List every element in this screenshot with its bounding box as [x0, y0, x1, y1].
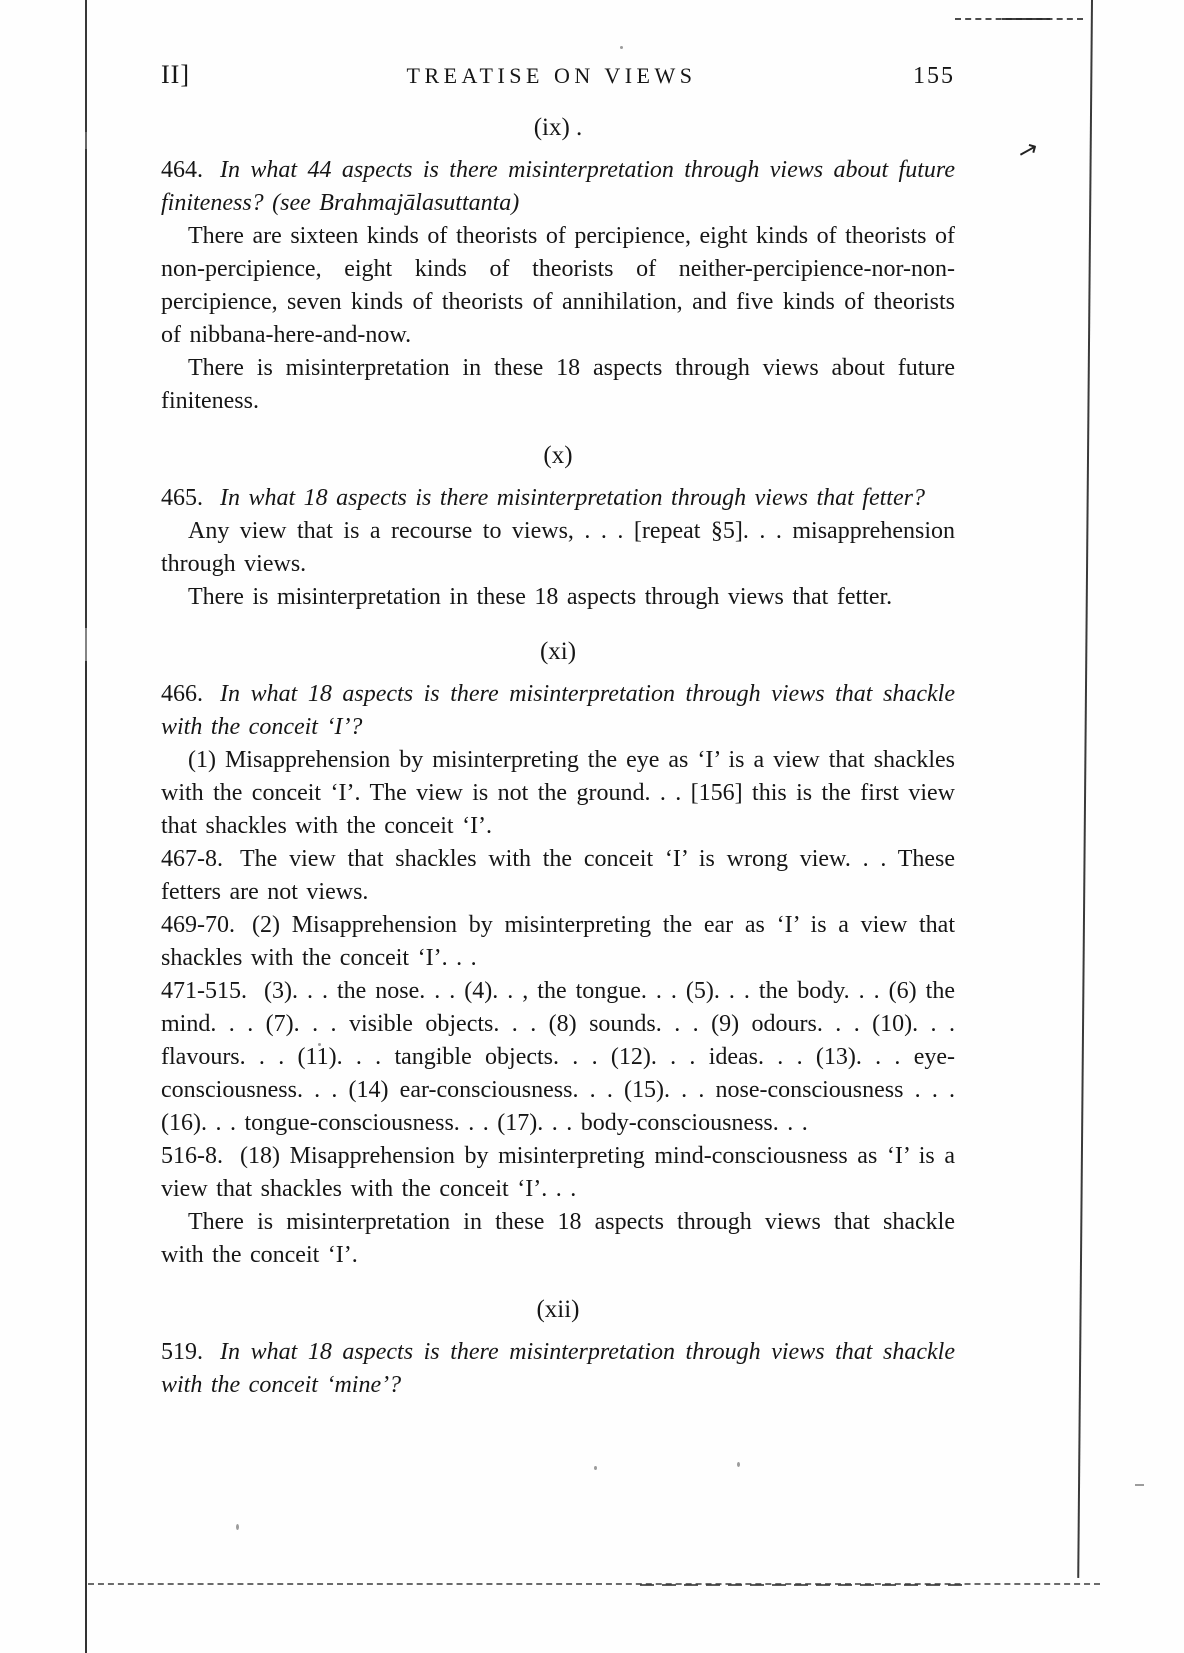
paragraph	[161, 1336, 955, 1402]
page-number: 155	[912, 63, 955, 89]
paragraph-text: In what 18 aspects is there misinterpretation through views that shackle with the conceit ‘I’?	[161, 681, 955, 740]
section-heading: (xi)	[539, 638, 577, 665]
ink-speck	[1135, 1484, 1144, 1486]
section-1	[161, 442, 955, 614]
section-2	[161, 638, 955, 1272]
paragraph-text: There are sixteen kinds of theorists of percipience, eight kinds of theorists of non-percipience, eight kinds of theorists of neither-percipience-nor-non-percipience, seven kinds of theorists of annihilation, and five kinds of theorists of nibbana-here-and-now.	[161, 223, 955, 348]
paragraph-text: There is misinterpretation in these 18 aspects through views that shackle with the conceit ‘I’.	[161, 1209, 955, 1268]
paragraph	[161, 1140, 955, 1206]
handwritten-arrow-mark: ↗	[1014, 133, 1042, 167]
paragraph	[161, 482, 955, 515]
paragraph-text: There is misinterpretation in these 18 aspects through views about future finiteness.	[161, 355, 955, 414]
paragraph-number: 469-70.	[161, 912, 235, 938]
paragraph	[161, 975, 955, 1140]
paragraph-number: 464.	[161, 157, 203, 183]
paragraph	[161, 744, 955, 843]
paragraph-text: (3). . . the nose. . . (4). . , the tongue. . . (5). . . the body. . . (6) the mind. . . (7). . . visible objects. . . (8) sounds. . . (9) odours. . . (10). . . flavours. . . (11). . . tangible objects. . . (12). . . ideas. . . (13). . . eye-consciousness. . . (14) ear-consciousness. . . (15). . . nose-consciousness . . . (16). . . tongue-consciousness. . . (17). . . body-consciousness. . .	[161, 978, 955, 1136]
paragraph	[161, 678, 955, 744]
right-margin-scan-line	[1077, 0, 1093, 1578]
paragraph-text: In what 44 aspects is there misinterpretation through views about future finiteness? (see Brahmajālasuttanta)	[161, 157, 955, 216]
top-dashed-scan-line-segment	[1002, 18, 1050, 20]
ink-speck	[236, 1524, 239, 1530]
section-heading: (ix) .	[533, 114, 583, 141]
paragraph-number: 465.	[161, 485, 203, 511]
paragraph-text: Any view that is a recourse to views, . . . [repeat §5]. . . misapprehension through views.	[161, 518, 955, 577]
paragraph	[161, 515, 955, 581]
ink-speck	[594, 1466, 597, 1470]
paragraph-number: 519.	[161, 1339, 203, 1365]
paragraph	[161, 581, 955, 614]
bottom-dashed-scan-line-segment	[640, 1584, 970, 1586]
sections-container	[161, 114, 955, 1402]
paragraph	[161, 220, 955, 352]
section-heading: (xii)	[536, 1296, 580, 1323]
paragraph-text: (1) Misapprehension by misinterpreting the eye as ‘I’ is a view that shackles with the conceit ‘I’. The view is not the ground. . . [156] this is the first view that shackles with the conceit ‘I’.	[161, 747, 955, 839]
paragraph-number: 516-8.	[161, 1143, 223, 1169]
paragraph-text: (2) Misapprehension by misinterpreting the ear as ‘I’ is a view that shackles with the conceit ‘I’. . .	[161, 912, 955, 971]
section-heading: (x)	[543, 442, 573, 469]
page-body	[161, 60, 955, 1402]
paragraph-text: (18) Misapprehension by misinterpreting mind-consciousness as ‘I’ is a view that shackles with the conceit ‘I’. . .	[161, 1143, 955, 1202]
ink-speck	[620, 46, 623, 49]
paragraph-number: 467-8.	[161, 846, 223, 872]
paragraph-text: In what 18 aspects is there misinterpretation through views that shackle with the conceit ‘mine’?	[161, 1339, 955, 1398]
paragraph	[161, 1206, 955, 1272]
left-margin-scan-line	[85, 0, 87, 1653]
paragraph	[161, 909, 955, 975]
paragraph	[161, 843, 955, 909]
paragraph-text: There is misinterpretation in these 18 aspects through views that fetter.	[188, 584, 893, 610]
running-header	[161, 60, 955, 90]
section-3	[161, 1296, 955, 1402]
paragraph	[161, 154, 955, 220]
chapter-marker: II]	[161, 60, 190, 89]
paragraph-text: In what 18 aspects is there misinterpretation through views that fetter?	[220, 485, 925, 511]
paragraph	[161, 352, 955, 418]
page-title: TREATISE ON VIEWS	[406, 63, 697, 88]
paragraph-text: The view that shackles with the conceit ‘I’ is wrong view. . . These fetters are not views.	[161, 846, 955, 905]
ink-speck	[737, 1462, 740, 1467]
paragraph-number: 471-515.	[161, 978, 247, 1004]
paragraph-number: 466.	[161, 681, 203, 707]
section-0	[161, 114, 955, 418]
